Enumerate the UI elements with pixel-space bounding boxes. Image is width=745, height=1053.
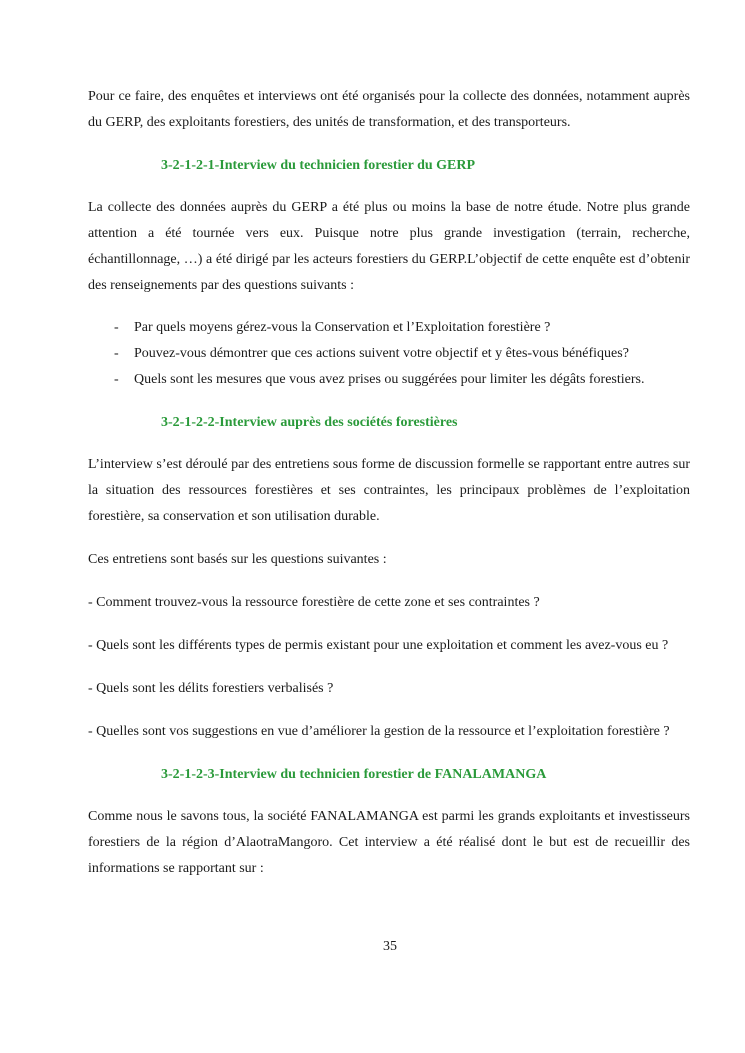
list-item: - Par quels moyens gérez-vous la Conservation et l’Exploitation forestière ? bbox=[114, 315, 690, 341]
section-heading-1: 3-2-1-2-1-Interview du technicien forestier du GERP bbox=[161, 158, 476, 173]
section-heading-3: 3-2-1-2-3-Interview du technicien forestier de FANALAMANGA bbox=[161, 767, 547, 782]
document-page bbox=[88, 84, 690, 882]
section2-question: - Comment trouvez-vous la ressource forestière de cette zone et ses contraintes ? bbox=[88, 595, 540, 610]
section3-paragraph: Comme nous le savons tous, la société FANALAMANGA est parmi les grands exploitants et investisseurs forestiers de la région d’AlaotraMangoro. Cet interview a été réalisé dont le but est de recueillir des informations se rapportant sur : bbox=[88, 809, 690, 876]
section2-lead: Ces entretiens sont basés sur les questions suivantes : bbox=[88, 552, 387, 567]
section2-question: - Quelles sont vos suggestions en vue d’améliorer la gestion de la ressource et l’exploitation forestière ? bbox=[88, 724, 670, 739]
section1-question-list bbox=[88, 315, 690, 393]
section2-question: - Quels sont les délits forestiers verbalisés ? bbox=[88, 681, 334, 696]
page-number: 35 bbox=[383, 939, 397, 954]
intro-paragraph: Pour ce faire, des enquêtes et interviews ont été organisés pour la collecte des données, notamment auprès du GERP, des exploitants forestiers, des unités de transformation, et des transporteurs. bbox=[88, 89, 690, 130]
section2-question: - Quels sont les différents types de permis existant pour une exploitation et comment les avez-vous eu ? bbox=[88, 638, 669, 653]
section-heading-2: 3-2-1-2-2-Interview auprès des sociétés forestières bbox=[161, 415, 458, 430]
section2-paragraph: L’interview s’est déroulé par des entretiens sous forme de discussion formelle se rapportant entre autres sur la situation des ressources forestières et ses contraintes, les principaux problèmes de l’exploitation forestière, sa conservation et son utilisation durable. bbox=[88, 457, 690, 524]
section1-paragraph: La collecte des données auprès du GERP a été plus ou moins la base de notre étude. Notre plus grande attention a été tournée vers eux. Puisque notre plus grande investigation (terrain, recherche, échantillonnage, …) a été dirigé par les acteurs forestiers du GERP.L’objectif de cette enquête est d’obtenir des renseignements par des questions suivants : bbox=[88, 200, 690, 293]
list-item: - Pouvez-vous démontrer que ces actions suivent votre objectif et y êtes-vous bénéfiques? bbox=[114, 341, 690, 367]
list-item: - Quels sont les mesures que vous avez prises ou suggérées pour limiter les dégâts forestiers. bbox=[114, 367, 690, 393]
